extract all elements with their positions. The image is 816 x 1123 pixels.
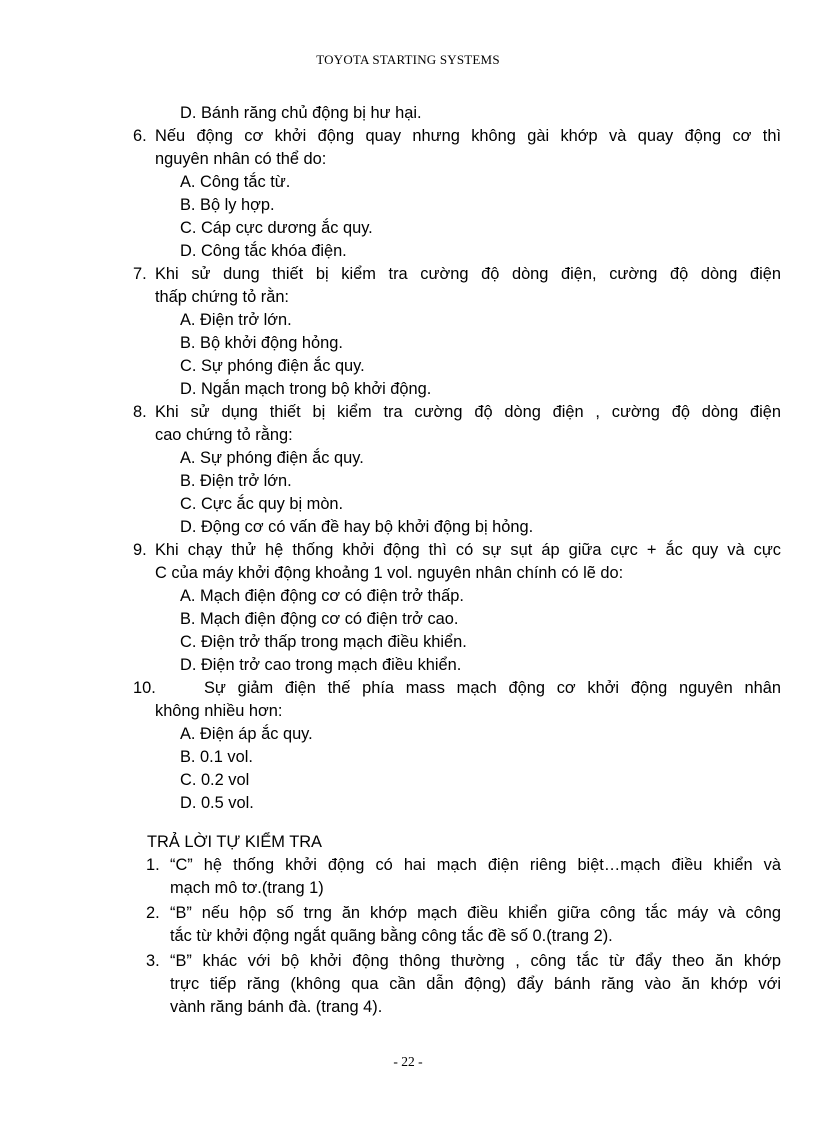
a1-text-line-2: mạch mô tơ.(trang 1) (170, 879, 324, 897)
q6-row-2 (0, 148, 816, 171)
q9-option-a: A. Mạch điện động cơ có điện trở thấp. (180, 587, 464, 605)
q6-option-b-row (0, 194, 816, 217)
q7-option-d-row (0, 378, 816, 401)
q10-row-2 (0, 700, 816, 723)
a1-text-line-1: “C” hệ thống khởi động có hai mạch điện riêng biệt…mạch điều khiển và (170, 856, 781, 874)
q6-option-c: C. Cáp cực dương ắc quy. (180, 219, 373, 237)
answers-heading: TRẢ LỜI TỰ KIỂM TRA (147, 833, 322, 851)
q9-option-c-row (0, 631, 816, 654)
q6-number: 6. (133, 127, 147, 145)
a2-text-line-1: “B” nếu hộp số trng ăn khớp mạch điều khiển giữa công tắc máy và công (170, 904, 781, 922)
a2-row-2 (0, 925, 816, 948)
q8-option-b: B. Điện trở lớn. (180, 472, 292, 490)
q8-option-a: A. Sự phóng điện ắc quy. (180, 449, 364, 467)
q6-option-b: B. Bộ ly hợp. (180, 196, 275, 214)
q7-row-2 (0, 286, 816, 309)
q6-option-d-row (0, 240, 816, 263)
q5-option-d-row (0, 102, 816, 125)
a3-row-1 (0, 950, 816, 973)
a1-row-1 (0, 854, 816, 877)
q10-option-a: A. Điện áp ắc quy. (180, 725, 313, 743)
q10-option-c: C. 0.2 vol (180, 771, 250, 789)
q5-option-d: D. Bánh răng chủ động bị hư hại. (180, 104, 422, 122)
a3-number: 3. (146, 952, 160, 970)
a3-text-line-2: trực tiếp răng (không qua cần dẫn động) đẩy bánh răng vào ăn khớp với (170, 975, 781, 993)
q8-option-c-row (0, 493, 816, 516)
a3-text-line-3: vành răng bánh đà. (trang 4). (170, 998, 383, 1016)
q10-row-1 (0, 677, 816, 700)
page-header-title: TOYOTA STARTING SYSTEMS (316, 52, 500, 67)
q7-text-line-2: thấp chứng tỏ rằn: (155, 288, 289, 306)
q7-number: 7. (133, 265, 147, 283)
q8-option-b-row (0, 470, 816, 493)
q6-option-c-row (0, 217, 816, 240)
q6-option-a: A. Công tắc từ. (180, 173, 291, 191)
q6-text-line-1: Nếu động cơ khởi động quay nhưng không gài khớp và quay động cơ thì (155, 127, 781, 145)
q6-text-line-2: nguyên nhân có thể do: (155, 150, 327, 168)
a3-row-3 (0, 996, 816, 1019)
q9-row-1 (0, 539, 816, 562)
q9-text-line-1: Khi chạy thử hệ thống khởi động thì có sự sụt áp giữa cực + ắc quy và cực (155, 541, 781, 559)
q9-row-2 (0, 562, 816, 585)
q6-option-d: D. Công tắc khóa điện. (180, 242, 347, 260)
q10-option-d-row (0, 792, 816, 815)
q7-option-c: C. Sự phóng điện ắc quy. (180, 357, 365, 375)
q9-option-b-row (0, 608, 816, 631)
a2-number: 2. (146, 904, 160, 922)
q7-option-c-row (0, 355, 816, 378)
q8-option-d: D. Động cơ có vấn đề hay bộ khởi động bị hỏng. (180, 518, 534, 536)
q9-option-c: C. Điện trở thấp trong mạch điều khiển. (180, 633, 467, 651)
a3-text-line-1: “B” khác với bộ khởi động thông thường , công tắc từ đẩy theo ăn khớp (170, 952, 781, 970)
q9-option-d-row (0, 654, 816, 677)
q7-option-a: A. Điện trở lớn. (180, 311, 292, 329)
answers-heading-row (0, 831, 816, 854)
q7-text-line-1: Khi sử dung thiết bị kiểm tra cường độ dòng điện, cường độ dòng điện (155, 265, 781, 283)
a1-number: 1. (146, 856, 160, 874)
q10-option-b-row (0, 746, 816, 769)
q6-row-1 (0, 125, 816, 148)
a1-row-2 (0, 877, 816, 900)
q8-text-line-1: Khi sử dụng thiết bị kiểm tra cường độ dòng điện , cường độ dòng điện (155, 403, 781, 421)
q9-option-d: D. Điện trở cao trong mạch điều khiển. (180, 656, 462, 674)
q9-text-line-2: C của máy khởi động khoảng 1 vol. nguyên nhân chính có lẽ do: (155, 564, 624, 582)
q7-option-b: B. Bộ khởi động hỏng. (180, 334, 343, 352)
q10-option-d: D. 0.5 vol. (180, 794, 254, 812)
q8-option-c: C. Cực ắc quy bị mòn. (180, 495, 344, 513)
q8-option-d-row (0, 516, 816, 539)
q7-option-b-row (0, 332, 816, 355)
q10-option-c-row (0, 769, 816, 792)
q8-number: 8. (133, 403, 147, 421)
q10-option-b: B. 0.1 vol. (180, 748, 253, 766)
a2-row-1 (0, 902, 816, 925)
q6-option-a-row (0, 171, 816, 194)
q8-row-1 (0, 401, 816, 424)
a2-text-line-2: tắc từ khởi động ngắt quãng bằng công tắc đề số 0.(trang 2). (170, 927, 613, 945)
q10-number: 10. (133, 679, 156, 697)
q7-option-d: D. Ngắn mạch trong bộ khởi động. (180, 380, 432, 398)
q10-text-line-1: Sự giảm điện thế phía mass mạch động cơ khởi động nguyên nhân (204, 679, 781, 697)
a3-row-2 (0, 973, 816, 996)
q9-number: 9. (133, 541, 147, 559)
q9-option-a-row (0, 585, 816, 608)
q10-text-line-2: không nhiều hơn: (155, 702, 283, 720)
q8-option-a-row (0, 447, 816, 470)
q8-text-line-2: cao chứng tỏ rằng: (155, 426, 293, 444)
q7-option-a-row (0, 309, 816, 332)
q9-option-b: B. Mạch điện động cơ có điện trở cao. (180, 610, 459, 628)
q8-row-2 (0, 424, 816, 447)
q10-option-a-row (0, 723, 816, 746)
page-number: - 22 - (393, 1054, 423, 1069)
q7-row-1 (0, 263, 816, 286)
